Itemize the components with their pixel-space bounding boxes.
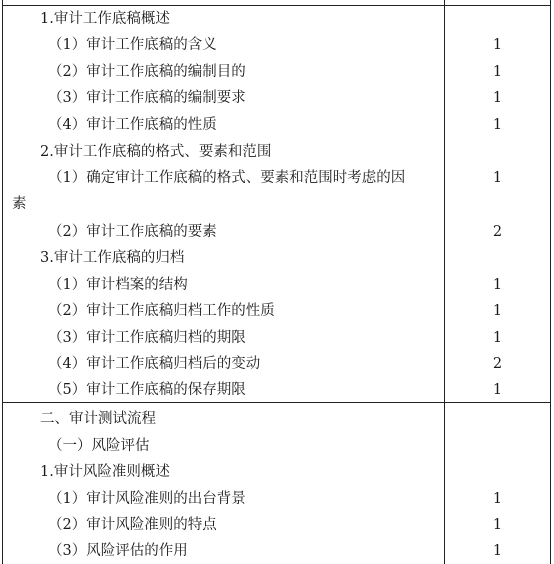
row-label: （1）审计档案的结构: [48, 277, 188, 293]
outline-table: [2, 0, 551, 564]
table-row: [3, 351, 550, 377]
row-value: 1: [492, 517, 503, 533]
table-row: [3, 272, 550, 298]
row-value: 1: [492, 64, 503, 80]
row-label: （4）审计工作底稿归档后的变动: [48, 356, 261, 372]
table-row: [3, 433, 550, 459]
row-label: （4）审计工作底稿的性质: [48, 117, 217, 133]
table-row: [3, 59, 550, 85]
table-row: [3, 538, 550, 564]
row-label: （5）审计工作底稿的保存期限: [48, 382, 246, 398]
row-label: 1.审计工作底稿概述: [40, 11, 170, 27]
table-row: [3, 512, 550, 538]
row-label: （一）风险评估: [48, 438, 150, 454]
row-value: 1: [492, 277, 503, 293]
row-value: [445, 459, 550, 485]
table-row: [3, 406, 550, 432]
table-row: [3, 298, 550, 324]
row-value: 1: [492, 37, 503, 53]
row-value: 1: [492, 170, 503, 186]
row-label: 3.审计工作底稿的归档: [40, 250, 185, 266]
row-value: 2: [492, 356, 503, 372]
row-label: （2）审计工作底稿的要素: [48, 224, 217, 240]
row-label: （2）审计风险准则的特点: [48, 517, 217, 533]
row-label: 2.审计工作底稿的格式、要素和范围: [40, 144, 272, 160]
row-label: （2）审计工作底稿归档工作的性质: [48, 303, 275, 319]
table-right-border: [550, 0, 551, 564]
row-value: 1: [492, 382, 503, 398]
table-row: [3, 486, 550, 512]
row-label: （3）风险评估的作用: [48, 543, 188, 559]
table-row: [3, 459, 550, 485]
row-label: （2）审计工作底稿的编制目的: [48, 64, 246, 80]
row-value: 1: [492, 117, 503, 133]
table-row: [3, 377, 550, 403]
row-label: （3）审计工作底稿归档的期限: [48, 330, 246, 346]
row-label: （1）确定审计工作底稿的格式、要素和范围时考虑的因: [48, 170, 406, 186]
table-row: [3, 85, 550, 111]
row-label: 二、审计测试流程: [40, 411, 156, 427]
table-row: [3, 325, 550, 351]
table-row: [3, 112, 550, 138]
table-row: [3, 219, 550, 245]
row-value: [445, 433, 550, 459]
table-row: [3, 245, 550, 271]
row-label: 1.审计风险准则概述: [40, 464, 170, 480]
table-row: [3, 139, 550, 165]
row-value: [445, 406, 550, 432]
table-row: [3, 165, 550, 218]
row-value: 1: [492, 543, 503, 559]
row-label: （1）审计风险准则的出台背景: [48, 491, 246, 507]
row-label-continuation: 素: [12, 196, 27, 212]
table-row: [3, 6, 550, 32]
row-value: 1: [492, 330, 503, 346]
table-row: [3, 32, 550, 58]
row-value: 2: [492, 224, 503, 240]
row-value: 1: [492, 303, 503, 319]
row-label: （3）审计工作底稿的编制要求: [48, 90, 246, 106]
row-value: 1: [492, 491, 503, 507]
row-value: 1: [492, 90, 503, 106]
row-value: [445, 6, 550, 32]
row-value: [445, 139, 550, 165]
row-label: （1）审计工作底稿的含义: [48, 37, 217, 53]
row-value: [445, 245, 550, 271]
